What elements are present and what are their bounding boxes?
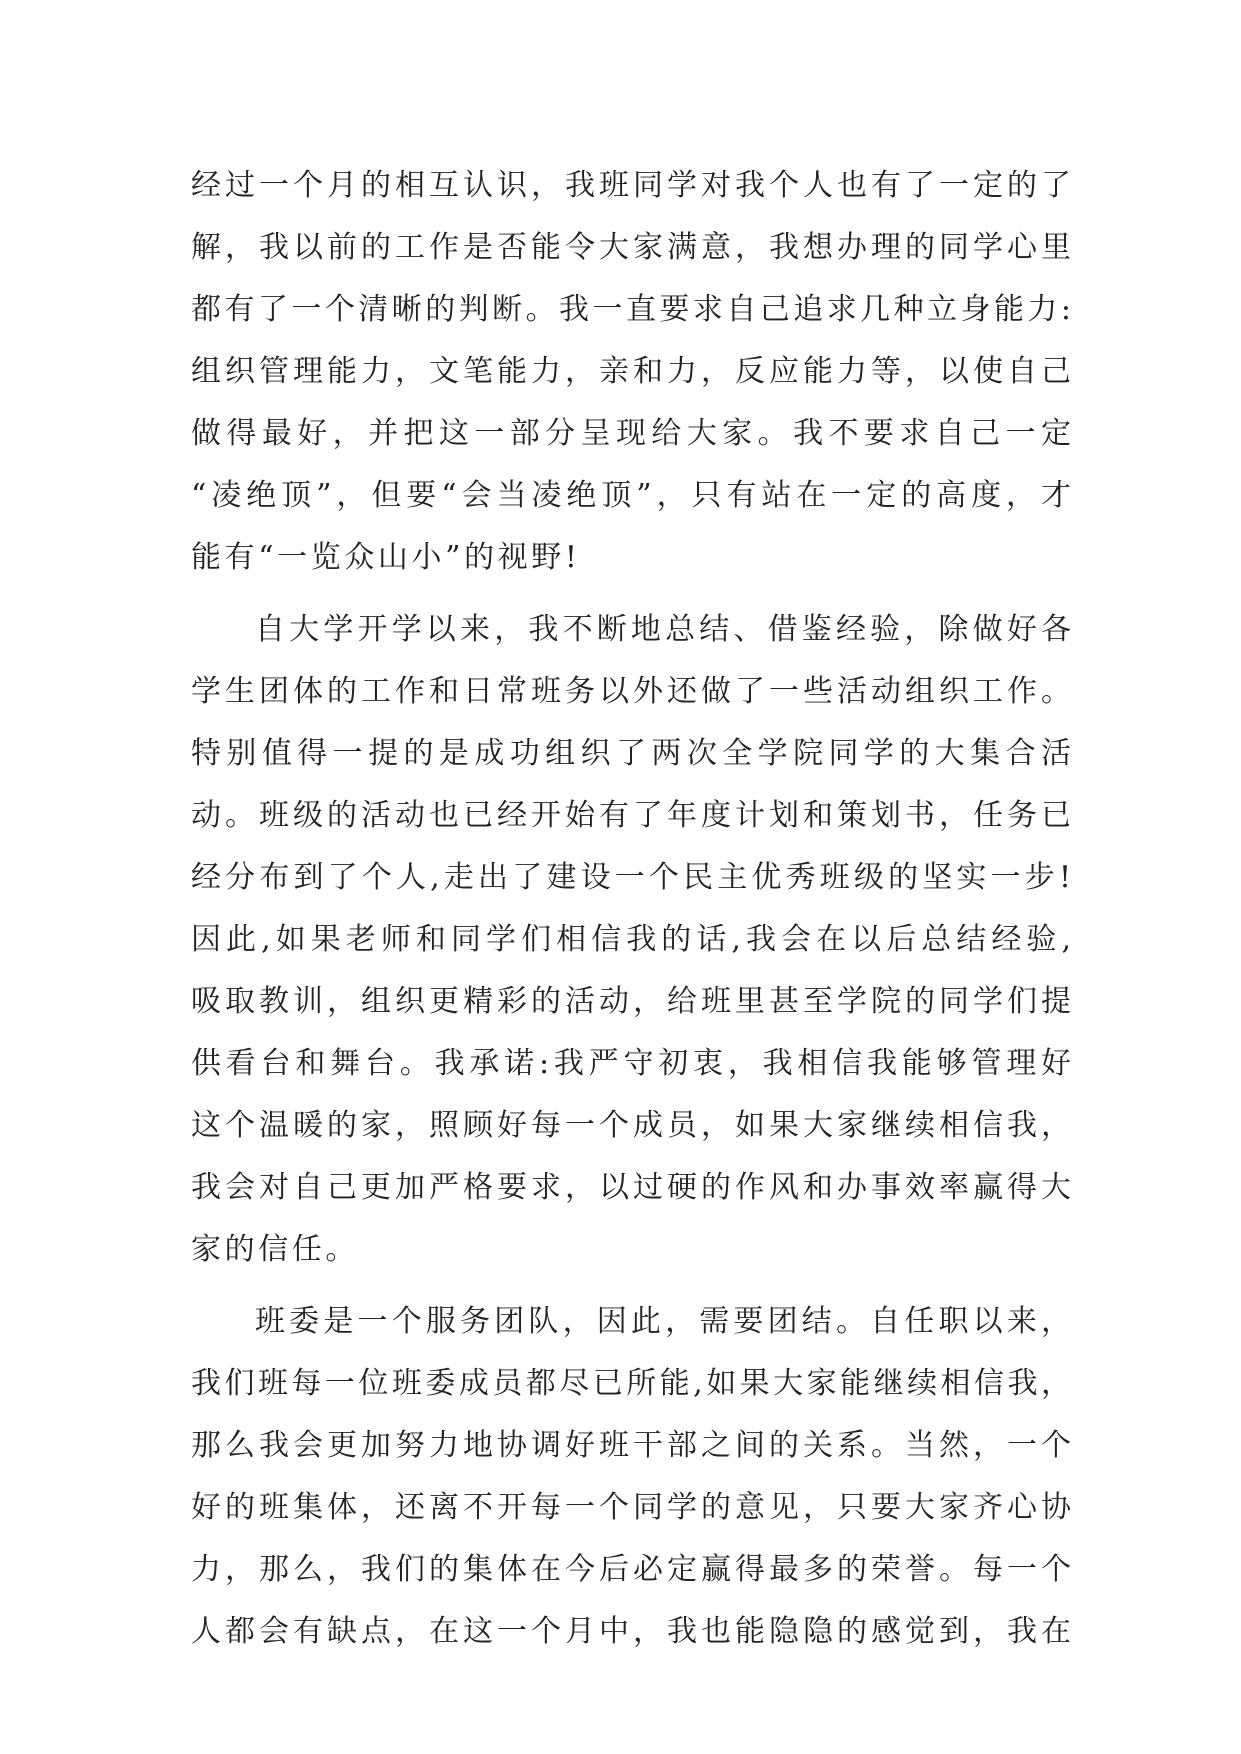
paragraph: [191, 1291, 1071, 1663]
text-line: 班委是一个服务团队，因此，需要团结。自任职以来，: [255, 1304, 1071, 1339]
text-line: 经过一个月的相互认识，我班同学对我个人也有了一定的了: [191, 168, 1071, 203]
text-line: 能有“一览众山小”的视野!: [191, 540, 581, 575]
text-line: 我会对自己更加严格要求，以过硬的作风和办事效率赢得大: [191, 1170, 1071, 1205]
text-line: 学生团体的工作和日常班务以外还做了一些活动组织工作。: [191, 674, 1071, 709]
text-line: 都有了一个清晰的判断。我一直要求自己追求几种立身能力:: [191, 292, 1071, 327]
paragraph: [191, 599, 1071, 1281]
text-line: 我们班每一位班委成员都尽已所能,如果大家能继续相信我，: [191, 1366, 1071, 1401]
text-line: 特别值得一提的是成功组织了两次全学院同学的大集合活: [191, 736, 1071, 771]
text-line: 供看台和舞台。我承诺:我严守初衷，我相信我能够管理好: [191, 1046, 1071, 1081]
text-line: 力，那么，我们的集体在今后必定赢得最多的荣誉。每一个: [191, 1552, 1071, 1587]
text-line: 组织管理能力，文笔能力，亲和力，反应能力等，以使自己: [191, 354, 1071, 389]
text-line: 家的信任。: [191, 1232, 359, 1267]
text-line: 经分布到了个人,走出了建设一个民主优秀班级的坚实一步!: [191, 860, 1071, 895]
text-line: 这个温暖的家，照顾好每一个成员，如果大家继续相信我，: [191, 1108, 1071, 1143]
text-line: 动。班级的活动也已经开始有了年度计划和策划书，任务已: [191, 798, 1071, 833]
text-line: 好的班集体，还离不开每一个同学的意见，只要大家齐心协: [191, 1490, 1071, 1525]
paragraph-spacer: [191, 1281, 1071, 1291]
text-line: “凌绝顶”，但要“会当凌绝顶”，只有站在一定的高度，才: [191, 478, 1071, 513]
text-line: 吸取教训，组织更精彩的活动，给班里甚至学院的同学们提: [191, 984, 1071, 1019]
text-line: 做得最好，并把这一部分呈现给大家。我不要求自己一定: [191, 416, 1071, 451]
paragraph-spacer: [191, 589, 1071, 599]
text-line: 人都会有缺点，在这一个月中，我也能隐隐的感觉到，我在: [191, 1614, 1071, 1649]
document-body: [191, 155, 1071, 1663]
text-line: 那么我会更加努力地协调好班干部之间的关系。当然，一个: [191, 1428, 1071, 1463]
text-line: 自大学开学以来，我不断地总结、借鉴经验，除做好各: [255, 612, 1071, 647]
paragraph: [191, 155, 1071, 589]
text-line: 因此,如果老师和同学们相信我的话,我会在以后总结经验,: [191, 922, 1071, 957]
text-line: 解，我以前的工作是否能令大家满意，我想办理的同学心里: [191, 230, 1071, 265]
